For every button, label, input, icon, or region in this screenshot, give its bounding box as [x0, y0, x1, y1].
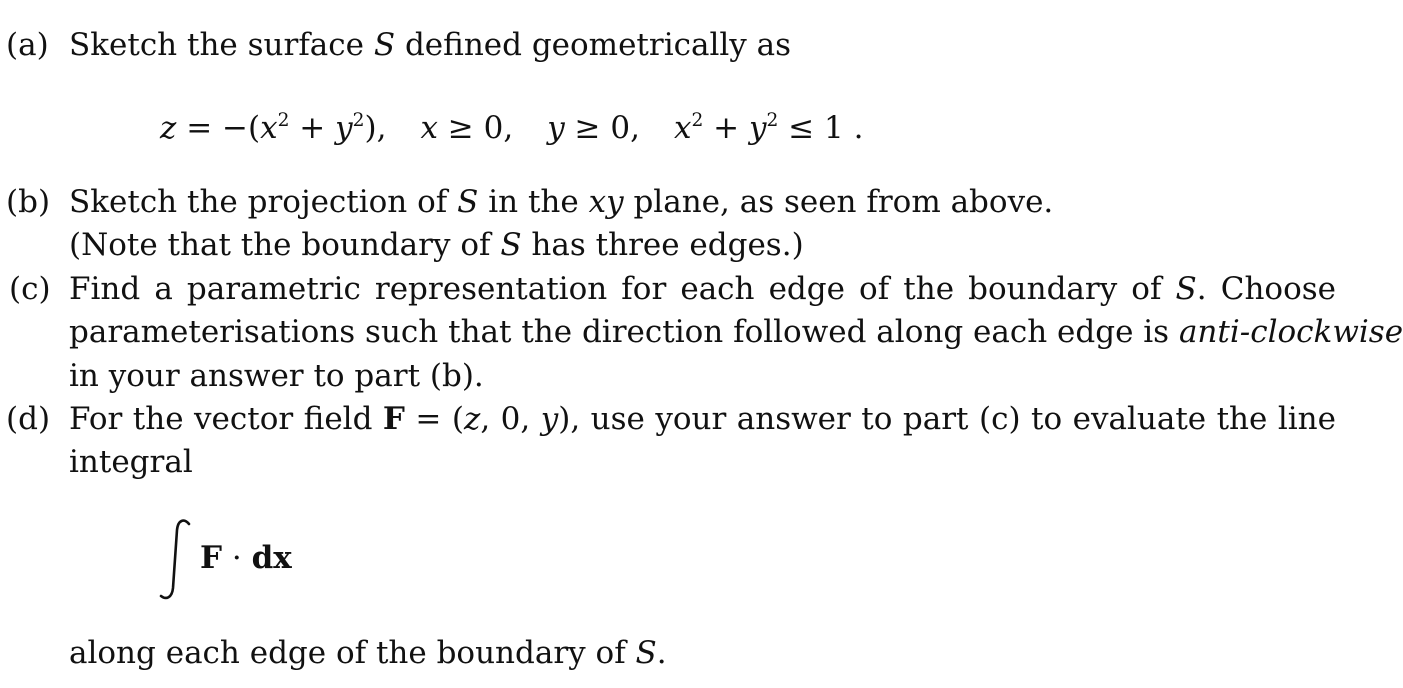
part-d-line1: [69, 400, 1336, 438]
part-d-eq: = (: [404, 401, 464, 437]
symbol-S: S: [1175, 271, 1197, 307]
part-c-line2: [69, 313, 1403, 351]
part-b-line1-before: Sketch the projection of: [69, 184, 458, 220]
symbol-y: y: [540, 401, 559, 437]
symbol-z: z: [463, 401, 481, 437]
surface-equation: [160, 108, 863, 148]
part-a-text: [69, 26, 791, 64]
part-b-line1-mid: in the: [478, 184, 589, 220]
part-c-line3: in your answer to part (b).: [69, 358, 484, 394]
part-c-line1: [69, 270, 1336, 308]
part-d-comma: , 0,: [480, 401, 541, 437]
part-d-label: (d): [6, 401, 51, 437]
symbol-S: S: [500, 227, 522, 263]
cond3-exp2: 2: [766, 109, 779, 131]
part-d-line1-content: [69, 400, 1336, 438]
eq-plus: +: [289, 110, 336, 146]
part-a-text-before: Sketch the surface: [69, 27, 374, 63]
symbol-xy: xy: [588, 184, 624, 220]
part-d-line2: integral: [69, 444, 193, 480]
integrand-dx: dx: [251, 540, 292, 576]
part-c-line1-content: [69, 270, 1336, 308]
eq-y: y: [335, 110, 353, 146]
eq-x: x: [260, 110, 278, 146]
part-b-line1-after: plane, as seen from above.: [623, 184, 1054, 220]
cond3-plus: +: [703, 110, 749, 146]
part-b-line2-after: has three edges.): [521, 227, 804, 263]
eq-exp1: 2: [277, 109, 290, 131]
vector-F: F: [382, 401, 405, 437]
cond1: ≥ 0,: [437, 110, 514, 146]
cond3-y: y: [748, 110, 767, 146]
part-a-text-after: defined geometrically as: [395, 27, 792, 63]
part-b-line2: [69, 226, 804, 264]
part-d-final-line: [69, 634, 667, 672]
integrand-F: F: [200, 540, 223, 576]
symbol-S: S: [373, 27, 396, 63]
cond2-var: y: [547, 110, 565, 146]
integral-sign-icon: [156, 518, 196, 602]
part-d-line1-after: ), use your answer to part (c) to evaluate the line: [558, 401, 1336, 437]
part-c-line2-before: parameterisations such that the direction followed along each edge is: [69, 314, 1179, 350]
part-d-final-after: .: [656, 635, 667, 671]
cond2: ≥ 0,: [564, 110, 640, 146]
part-d-line1-before: For the vector field: [69, 401, 383, 437]
cond3-exp1: 2: [691, 109, 704, 131]
part-d-final-before: along each edge of the boundary of: [69, 635, 636, 671]
part-b-line2-before: (Note that the boundary of: [69, 227, 501, 263]
line-integral: [156, 518, 326, 608]
part-a-label: (a): [6, 27, 49, 63]
part-b-label: (b): [6, 184, 51, 220]
eq-sign: = −(: [176, 110, 261, 146]
part-b-line1: [69, 183, 1053, 221]
part-c-line2-content: [69, 313, 1403, 351]
cond3-x: x: [673, 110, 692, 146]
part-c-label: (c): [9, 271, 51, 307]
eq-close: ),: [364, 110, 387, 146]
eq-exp2: 2: [352, 109, 365, 131]
part-c-line1-before: Find a parametric representation for each edge of the boundary of: [69, 271, 1176, 307]
cond1-var: x: [420, 110, 438, 146]
integrand: [200, 538, 292, 578]
symbol-S: S: [635, 635, 657, 671]
cond3-rest: ≤ 1 .: [778, 110, 864, 146]
eq-z: z: [160, 110, 177, 146]
symbol-S: S: [457, 184, 479, 220]
integrand-dot: ·: [222, 540, 252, 576]
part-c-line1-after: . Choose: [1196, 271, 1336, 307]
anti-clockwise-emphasis: anti-clockwise: [1178, 314, 1403, 350]
